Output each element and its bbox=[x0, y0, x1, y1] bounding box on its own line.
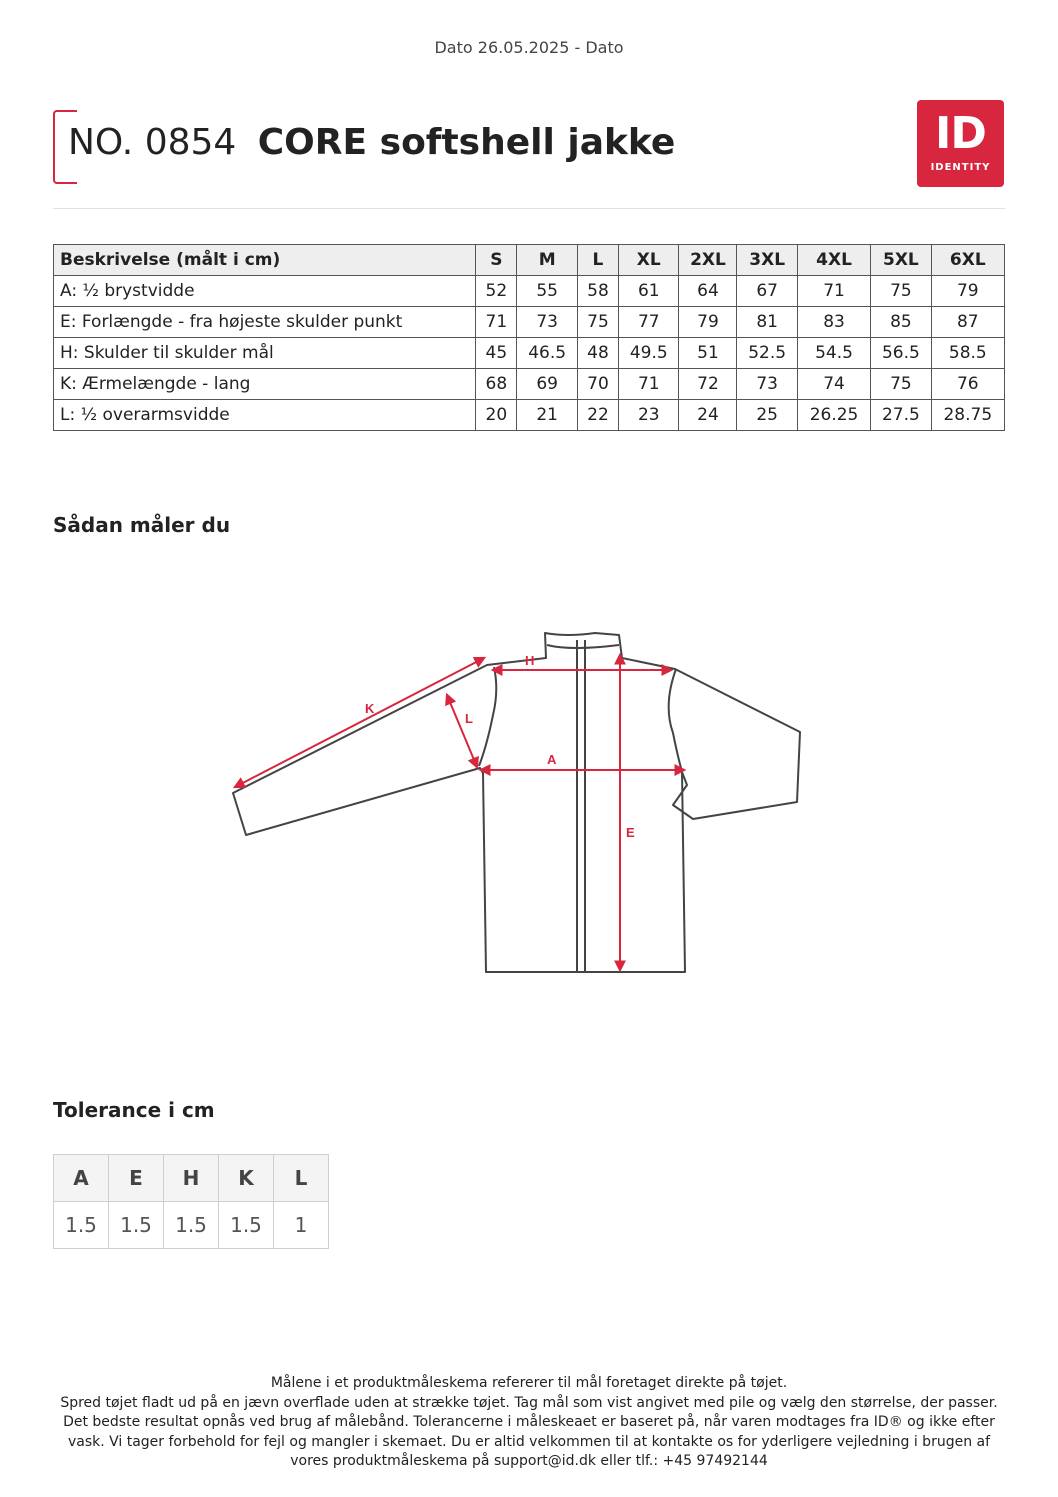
size-table-body bbox=[54, 276, 1005, 431]
measurement-value: 51 bbox=[679, 338, 737, 369]
tolerance-header: K bbox=[219, 1155, 274, 1202]
measurement-value: 22 bbox=[577, 400, 618, 431]
table-row bbox=[54, 369, 1005, 400]
footer-line-1: Målene i et produktmåleskema refererer til mål foretaget direkte på tøjet. bbox=[270, 1375, 788, 1391]
logo-text: ID bbox=[935, 108, 986, 159]
measurement-value: 58 bbox=[577, 276, 618, 307]
table-row bbox=[54, 307, 1005, 338]
table-row bbox=[54, 276, 1005, 307]
date-line: Dato 26.05.2025 - Dato bbox=[434, 38, 624, 57]
size-table bbox=[53, 244, 1005, 431]
column-header-size: XL bbox=[619, 245, 679, 276]
product-name: CORE softshell jakke bbox=[257, 122, 676, 163]
measurement-value: 69 bbox=[517, 369, 577, 400]
measurement-description: K: Ærmelængde - lang bbox=[54, 369, 476, 400]
identity-logo bbox=[917, 100, 1004, 187]
table-row bbox=[54, 400, 1005, 431]
logo-subtext: IDENTITY bbox=[930, 162, 991, 173]
footer-line-2: Spred tøjet fladt ud på en jævn overflade uden at strække tøjet. Tag mål som vist angivet med pile og vælg den størrelse, der passer. Det bedste resultat opnås ved brug af målebånd. Tolerancerne i måleskeaet er baseret på, når varen modtages fra ID® og ikke efter vask. Vi tager forbehold for fejl og mangler i skemaet. Du er altid velkommen til at kontakte os for yderligere vejledning i brugen af vores produktmåleskema på support@id.dk eller tlf.: +45 97492144 bbox=[60, 1394, 998, 1469]
measurement-value: 67 bbox=[737, 276, 797, 307]
measurement-value: 58.5 bbox=[931, 338, 1004, 369]
column-header-size: 5XL bbox=[871, 245, 931, 276]
measurement-value: 73 bbox=[517, 307, 577, 338]
label-h: H bbox=[525, 653, 535, 668]
measurement-value: 83 bbox=[797, 307, 870, 338]
measurement-value: 61 bbox=[619, 276, 679, 307]
tolerance-value: 1.5 bbox=[164, 1202, 219, 1249]
label-k: K bbox=[365, 701, 375, 716]
measurement-value: 46.5 bbox=[517, 338, 577, 369]
measurement-value: 70 bbox=[577, 369, 618, 400]
measurement-value: 73 bbox=[737, 369, 797, 400]
measurement-value: 74 bbox=[797, 369, 870, 400]
header-divider bbox=[53, 208, 1005, 209]
tolerance-value: 1.5 bbox=[54, 1202, 109, 1249]
arrow-l bbox=[447, 695, 477, 767]
measurement-value: 52 bbox=[476, 276, 517, 307]
measurement-description: H: Skulder til skulder mål bbox=[54, 338, 476, 369]
tolerance-header-row bbox=[54, 1155, 329, 1202]
measurement-value: 54.5 bbox=[797, 338, 870, 369]
measurement-value: 81 bbox=[737, 307, 797, 338]
measurement-value: 20 bbox=[476, 400, 517, 431]
measurement-value: 79 bbox=[679, 307, 737, 338]
measurement-value: 23 bbox=[619, 400, 679, 431]
column-header-size: M bbox=[517, 245, 577, 276]
table-row bbox=[54, 338, 1005, 369]
tolerance-header: A bbox=[54, 1155, 109, 1202]
arrow-k bbox=[235, 658, 484, 787]
measurement-arrows bbox=[235, 655, 684, 970]
measurement-value: 48 bbox=[577, 338, 618, 369]
measurement-value: 75 bbox=[871, 276, 931, 307]
jacket-measurement-diagram bbox=[225, 625, 805, 980]
column-header-size: 6XL bbox=[931, 245, 1004, 276]
tolerance-header: E bbox=[109, 1155, 164, 1202]
measurement-value: 55 bbox=[517, 276, 577, 307]
column-header-description: Beskrivelse (målt i cm) bbox=[54, 245, 476, 276]
measurement-value: 75 bbox=[871, 369, 931, 400]
measurement-value: 26.25 bbox=[797, 400, 870, 431]
measurement-value: 49.5 bbox=[619, 338, 679, 369]
column-header-size: L bbox=[577, 245, 618, 276]
measurement-value: 71 bbox=[476, 307, 517, 338]
tolerance-value-row bbox=[54, 1202, 329, 1249]
measurement-value: 71 bbox=[619, 369, 679, 400]
measurement-value: 76 bbox=[931, 369, 1004, 400]
measurement-value: 85 bbox=[871, 307, 931, 338]
tolerance-header: H bbox=[164, 1155, 219, 1202]
measurement-description: A: ½ brystvidde bbox=[54, 276, 476, 307]
measurement-value: 27.5 bbox=[871, 400, 931, 431]
measurement-value: 52.5 bbox=[737, 338, 797, 369]
label-l: L bbox=[465, 711, 473, 726]
label-e: E bbox=[626, 825, 635, 840]
measurement-value: 71 bbox=[797, 276, 870, 307]
measurement-description: L: ½ overarmsvidde bbox=[54, 400, 476, 431]
measurement-value: 87 bbox=[931, 307, 1004, 338]
measurement-value: 72 bbox=[679, 369, 737, 400]
measurement-value: 21 bbox=[517, 400, 577, 431]
size-table-header bbox=[54, 245, 1005, 276]
tolerance-header: L bbox=[274, 1155, 329, 1202]
label-a: A bbox=[547, 752, 557, 767]
tolerance-heading: Tolerance i cm bbox=[53, 1098, 215, 1122]
how-to-measure-heading: Sådan måler du bbox=[53, 513, 231, 537]
measurement-value: 77 bbox=[619, 307, 679, 338]
measurement-value: 28.75 bbox=[931, 400, 1004, 431]
measurement-value: 56.5 bbox=[871, 338, 931, 369]
measurement-description: E: Forlængde - fra højeste skulder punkt bbox=[54, 307, 476, 338]
measurement-value: 45 bbox=[476, 338, 517, 369]
measurement-value: 68 bbox=[476, 369, 517, 400]
measurement-value: 75 bbox=[577, 307, 618, 338]
measurement-value: 24 bbox=[679, 400, 737, 431]
tolerance-table bbox=[53, 1154, 329, 1249]
jacket-outline bbox=[233, 633, 800, 972]
column-header-size: 2XL bbox=[679, 245, 737, 276]
tolerance-value: 1.5 bbox=[219, 1202, 274, 1249]
measurement-value: 25 bbox=[737, 400, 797, 431]
footer-note bbox=[50, 1374, 1008, 1472]
column-header-size: S bbox=[476, 245, 517, 276]
measurement-value: 79 bbox=[931, 276, 1004, 307]
column-header-size: 4XL bbox=[797, 245, 870, 276]
column-header-size: 3XL bbox=[737, 245, 797, 276]
tolerance-value: 1 bbox=[274, 1202, 329, 1249]
page-title bbox=[68, 122, 675, 163]
tolerance-value: 1.5 bbox=[109, 1202, 164, 1249]
product-number: NO. 0854 bbox=[68, 122, 237, 163]
measurement-value: 64 bbox=[679, 276, 737, 307]
